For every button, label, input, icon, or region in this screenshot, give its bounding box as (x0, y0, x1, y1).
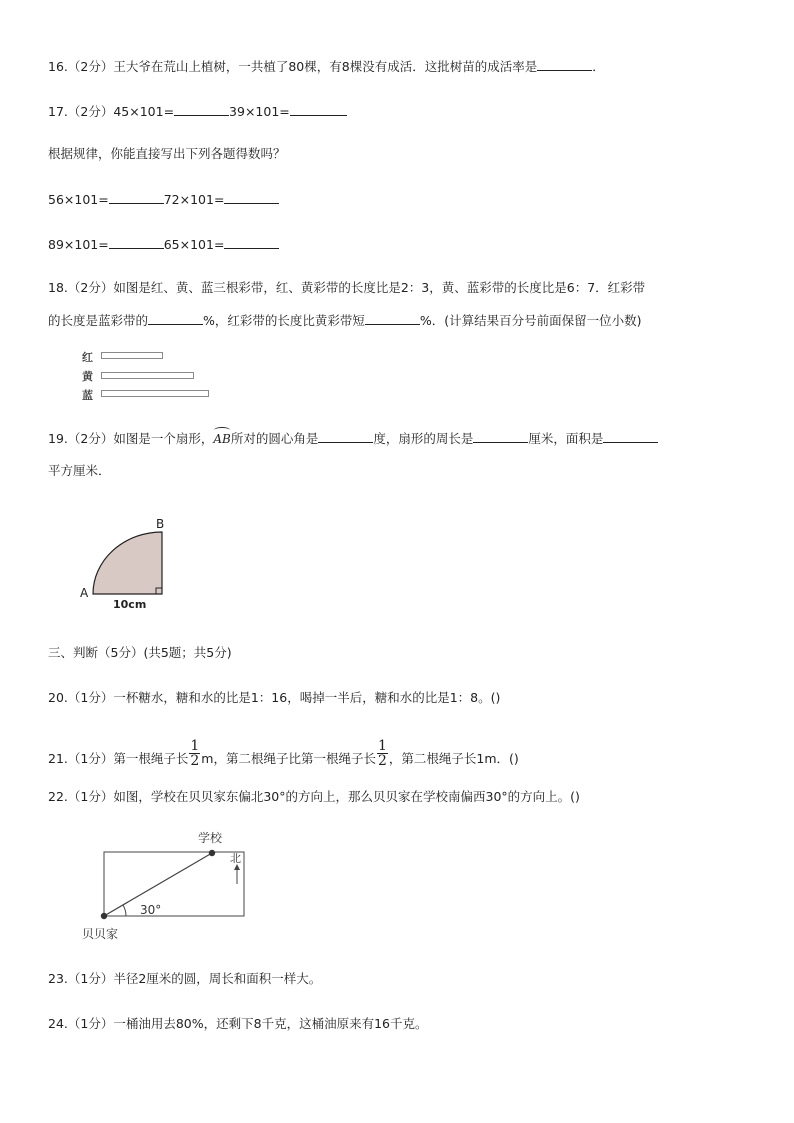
direction-figure (80, 828, 260, 944)
q19-text-c: 厘米，面积是 (528, 431, 604, 446)
q19-line-2: 平方厘米． (48, 463, 111, 478)
q17-blank-6[interactable] (224, 235, 279, 249)
q17-row-2 (48, 235, 279, 254)
fraction-denominator: 2 (190, 753, 200, 769)
blue-ribbon (101, 390, 209, 397)
q18-text-b: %，红彩带的长度比黄彩带短 (203, 313, 365, 328)
q17-expr-4: 72×101= (163, 192, 225, 207)
fraction-numerator: 1 (377, 738, 387, 754)
sector-shape (93, 532, 162, 594)
q21-text-a: 21.（1分）第一根绳子长 (48, 751, 189, 766)
question-20: 20.（1分）一杯糖水，糖和水的比是1：16，喝掉一半后，糖和水的比是1：8。() (48, 690, 501, 705)
home-label: 贝贝家 (82, 927, 119, 941)
q19-text-prefix: 19.（2分）如图是一个扇形， (48, 431, 214, 446)
q19-blank-3[interactable] (603, 429, 658, 443)
q19-text-b: 度，扇形的周长是 (373, 431, 474, 446)
q17-expr-3: 56×101= (48, 192, 109, 207)
q18-blank-1[interactable] (148, 311, 203, 325)
q17-row-1 (48, 190, 279, 209)
q18-blank-2[interactable] (365, 311, 420, 325)
q18-text-c: %．(计算结果百分号前面保留一位小数) (419, 313, 642, 328)
blue-ribbon-label: 蓝 (82, 389, 93, 402)
q17-expr-2: 39×101= (229, 104, 290, 119)
q17-expr-6: 65×101= (163, 237, 225, 252)
q17-rule-text: 根据规律，你能直接写出下列各题得数吗？ (48, 146, 286, 161)
fraction-half-1 (189, 739, 200, 768)
q19-text-a: 所对的圆心角是 (230, 431, 319, 446)
q18-line-2 (48, 311, 642, 330)
red-ribbon-label: 红 (82, 351, 93, 364)
home-point (101, 913, 107, 919)
question-23: 23.（1分）半径2厘米的圆，周长和面积一样大。 (48, 971, 322, 986)
angle-label: 30° (140, 903, 162, 917)
question-21 (48, 738, 519, 774)
fraction-half-2 (377, 739, 388, 768)
q19-blank-1[interactable] (318, 429, 373, 443)
q19-line-1 (48, 429, 658, 448)
q17-blank-2[interactable] (290, 102, 347, 116)
q17-blank-5[interactable] (109, 235, 164, 249)
q17-blank-1[interactable] (174, 102, 229, 116)
section-3-title: 三、判断（5分）(共5题；共5分) (48, 645, 232, 660)
school-label: 学校 (198, 831, 223, 845)
q18-text-a: 的长度是蓝彩带的 (48, 313, 149, 328)
radius-label: 10cm (113, 598, 147, 611)
q21-text-b: m，第二根绳子比第一根绳子长 (201, 751, 376, 766)
yellow-ribbon (101, 372, 194, 379)
question-17 (48, 102, 347, 121)
question-16 (48, 57, 605, 76)
q19-blank-2[interactable] (473, 429, 528, 443)
arc-ab-symbol: AB (213, 432, 231, 446)
q17-blank-3[interactable] (109, 190, 164, 204)
question-24: 24.（1分）一桶油用去80%，还剩下8千克，这桶油原来有16千克。 (48, 1016, 428, 1031)
fraction-numerator: 1 (190, 738, 200, 754)
q17-expr-1: 17.（2分）45×101= (48, 104, 175, 119)
fraction-denominator: 2 (377, 753, 387, 769)
q16-text: 16.（2分）王大爷在荒山上植树，一共植了80棵，有8棵没有成活．这批树苗的成活率是 (48, 59, 538, 74)
q21-text-c: ，第二根绳子长1m．() (388, 751, 519, 766)
q18-line-1: 18.（2分）如图是红、黄、蓝三根彩带，红、黄彩带的长度比是2：3，黄、蓝彩带的长度比是6：7．红彩带 (48, 280, 646, 295)
yellow-ribbon-label: 黄 (82, 370, 93, 383)
point-b-label: B (156, 517, 165, 531)
q17-blank-4[interactable] (224, 190, 279, 204)
school-point (209, 850, 215, 856)
sector-figure (76, 515, 176, 615)
rectangle-frame (104, 852, 244, 916)
question-22: 22.（1分）如图，学校在贝贝家东偏北30°的方向上，那么贝贝家在学校南偏西30°的方向上。() (48, 789, 580, 804)
point-a-label: A (80, 586, 89, 600)
angle-arc (123, 905, 126, 916)
north-label: 北 (230, 852, 241, 865)
q16-suffix: ． (592, 59, 605, 74)
q16-answer-blank[interactable] (537, 57, 592, 71)
red-ribbon (101, 352, 163, 359)
q17-expr-5: 89×101= (48, 237, 109, 252)
